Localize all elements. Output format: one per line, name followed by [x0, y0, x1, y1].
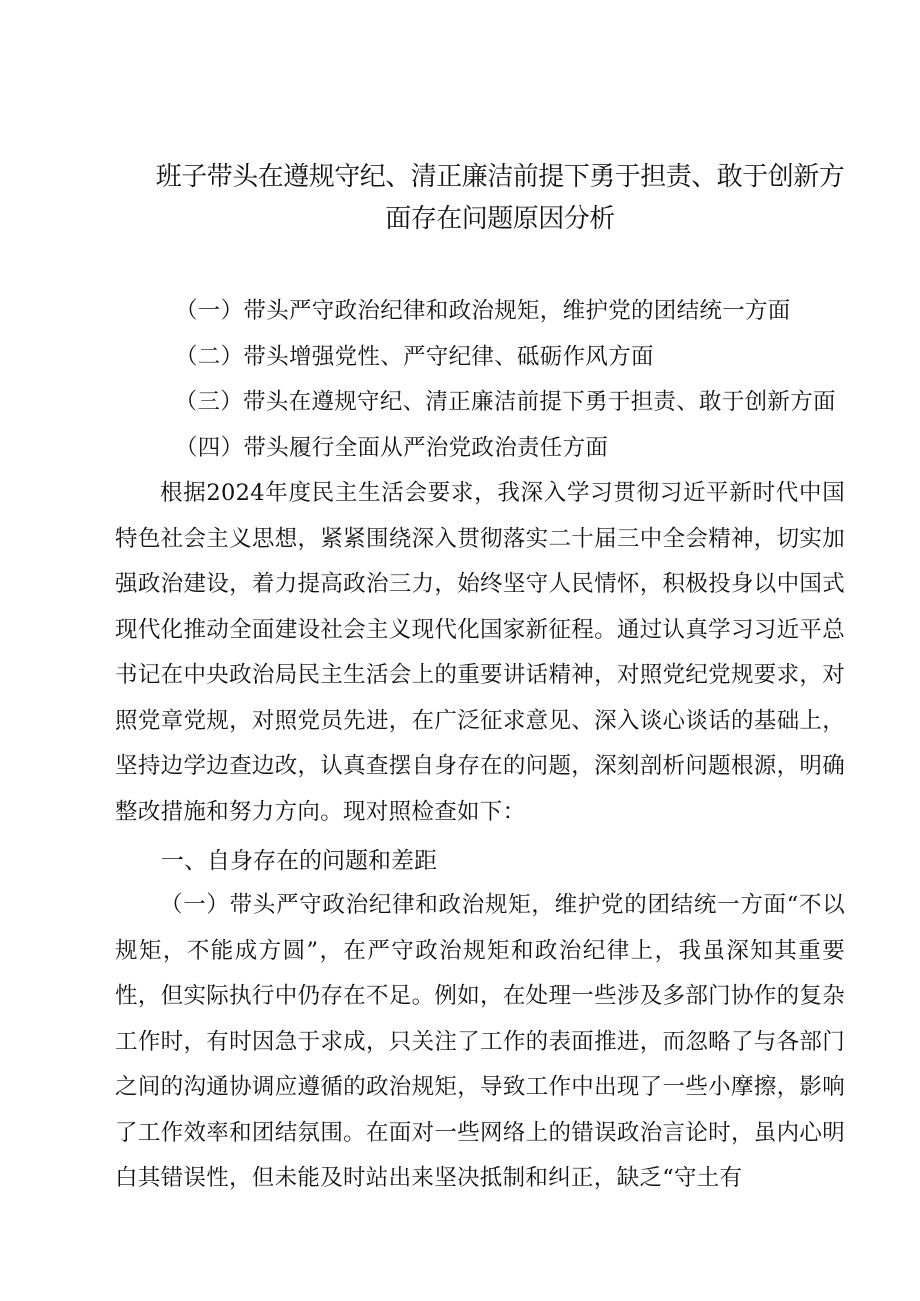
toc-item-3: （三）带头在遵规守纪、清正廉洁前提下勇于担责、敢于创新方面 — [174, 389, 836, 415]
section-1-paragraph-1: （一）带头严守政治纪律和政治规矩，维护党的团结统一方面“不以规矩，不能成方圆”，在严守政治规矩和政治纪律上，我虽深知其重要性，但实际执行中仍存在不足。例如，在处理一些涉及多部门协作的复杂工作时，有时因急于求成，只关注了工作的表面推进，而忽略了与各部门之间的沟通协调应遵循的政治规矩，导致工作中出现了一些小摩擦，影响了工作效率和团结氛围。在面对一些网络上的错误政治言论时，虽内心明白其错误性，但未能及时站出来坚决抵制和纠正，缺乏“守土有 — [115, 892, 845, 1191]
document-title: 班子带头在遵规守纪、清正廉洁前提下勇于担责、敢于创新方面存在问题原因分析 — [155, 162, 845, 234]
toc-item-4: （四）带头履行全面从严治党政治责任方面 — [175, 434, 609, 461]
toc-item-1-2: （一）带头严守政治纪律和政治规矩，维护党的团结统一方面（二）带头增强党性、严守纪律、砥砺作风方面 — [175, 298, 791, 370]
intro-paragraph: 根据2024年度民主生活会要求，我深入学习贯彻习近平新时代中国特色社会主义思想，紧紧围绕深入贯彻落实二十届三中全会精神，切实加强政治建设，着力提高政治三力，始终坚守人民情怀，积极投身以中国式现代化推动全面建设社会主义现代化国家新征程。通过认真学习习近平总书记在中央政治局民主生活会上的重要讲话精神，对照党纪党规要求，对照党章党规，对照党员先进，在广泛征求意见、深入谈心谈话的基础上，坚持边学边查边改，认真查摆自身存在的问题，深刻剖析问题根源，明确整改措施和努力方向。现对照检查如下： — [115, 480, 845, 825]
section-heading-1: 一、自身存在的问题和差距 — [161, 848, 437, 874]
document-body — [115, 289, 845, 1202]
